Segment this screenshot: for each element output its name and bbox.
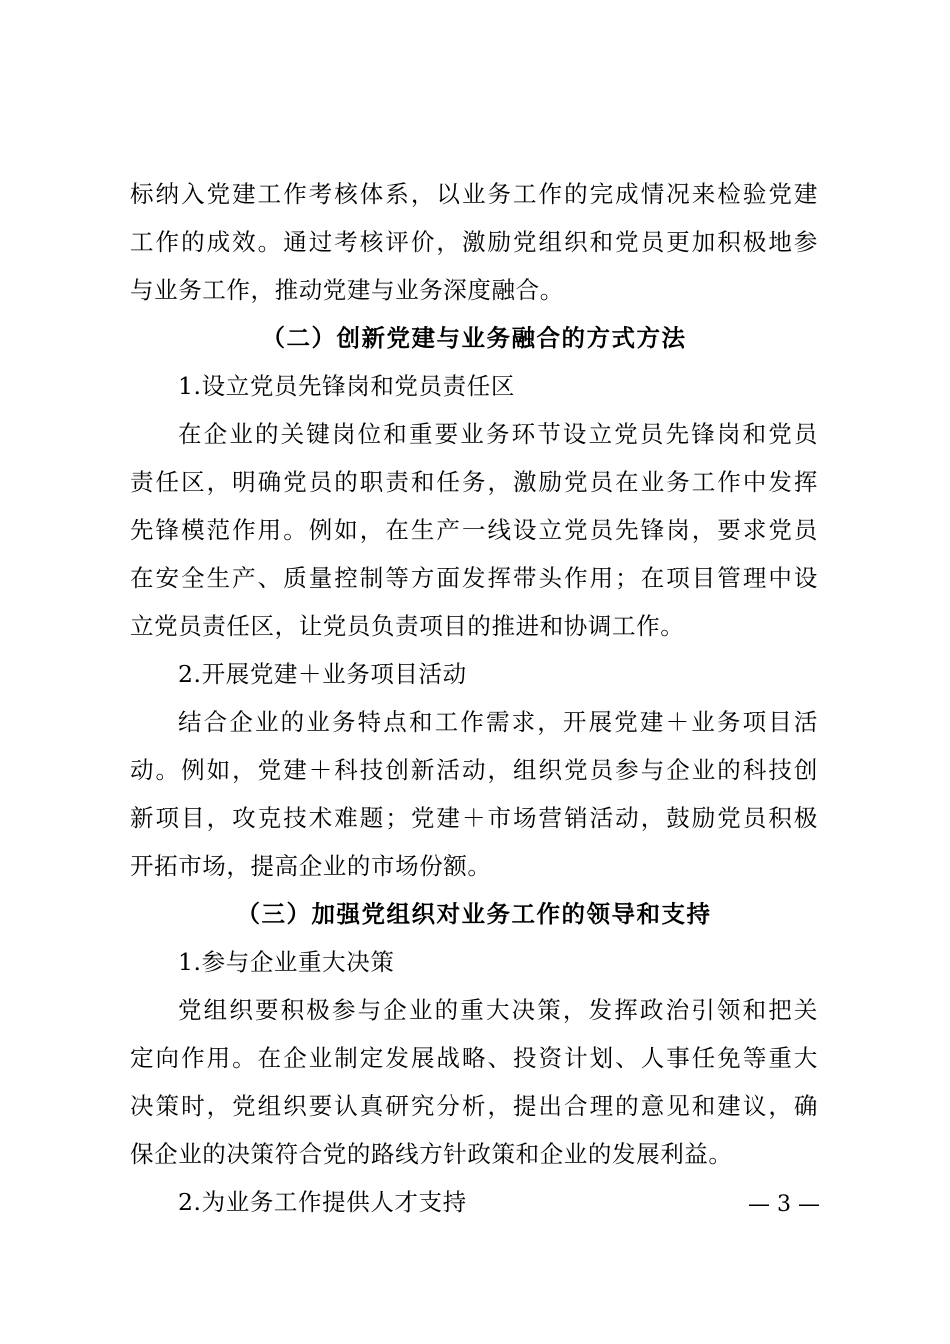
text-line: 结合企业的业务特点和工作需求，开展党建＋业务项目活 xyxy=(178,708,818,736)
text-line: 决策时，党组织要认真研究分析，提出合理的意见和建议，确 xyxy=(130,1092,818,1120)
subsection-title: 2.开展党建＋业务项目活动 xyxy=(178,660,467,688)
text-line: 责任区，明确党员的职责和任务，激励党员在业务工作中发挥 xyxy=(130,468,818,496)
text-line: 立党员责任区，让党员负责项目的推进和协调工作。 xyxy=(130,612,685,640)
text-line: 在安全生产、质量控制等方面发挥带头作用；在项目管理中设 xyxy=(130,564,818,592)
text-line: 开拓市场，提高企业的市场份额。 xyxy=(130,852,492,880)
document-body xyxy=(130,170,818,1226)
subsection-title: 1.设立党员先锋岗和党员责任区 xyxy=(178,372,515,400)
text-line: 定向作用。在企业制定发展战略、投资计划、人事任免等重大 xyxy=(130,1044,818,1072)
paragraph xyxy=(130,410,818,650)
text-line: 保企业的决策符合党的路线方针政策和企业的发展利益。 xyxy=(130,1140,733,1168)
section-heading-3: （三）加强党组织对业务工作的领导和支持 xyxy=(236,900,712,928)
paragraph-continuation xyxy=(130,170,818,314)
text-line: 党组织要积极参与企业的重大决策，发挥政治引领和把关 xyxy=(178,996,818,1024)
page-number: — 3 — xyxy=(748,1192,820,1217)
text-line: 与业务工作，推动党建与业务深度融合。 xyxy=(130,276,564,304)
text-line: 新项目，攻克技术难题；党建＋市场营销活动，鼓励党员积极 xyxy=(130,804,818,832)
paragraph xyxy=(130,698,818,890)
text-line: 先锋模范作用。例如，在生产一线设立党员先锋岗，要求党员 xyxy=(130,516,818,544)
subsection-title: 1.参与企业重大决策 xyxy=(178,948,395,976)
text-line: 动。例如，党建＋科技创新活动，组织党员参与企业的科技创 xyxy=(130,756,818,784)
text-line: 工作的成效。通过考核评价，激励党组织和党员更加积极地参 xyxy=(130,228,818,256)
subsection-title: 2.为业务工作提供人才支持 xyxy=(178,1188,467,1216)
paragraph xyxy=(130,986,818,1178)
section-heading-2: （二）创新党建与业务融合的方式方法 xyxy=(261,324,687,352)
text-line: 标纳入党建工作考核体系，以业务工作的完成情况来检验党建 xyxy=(130,180,818,208)
text-line: 在企业的关键岗位和重要业务环节设立党员先锋岗和党员 xyxy=(178,420,818,448)
